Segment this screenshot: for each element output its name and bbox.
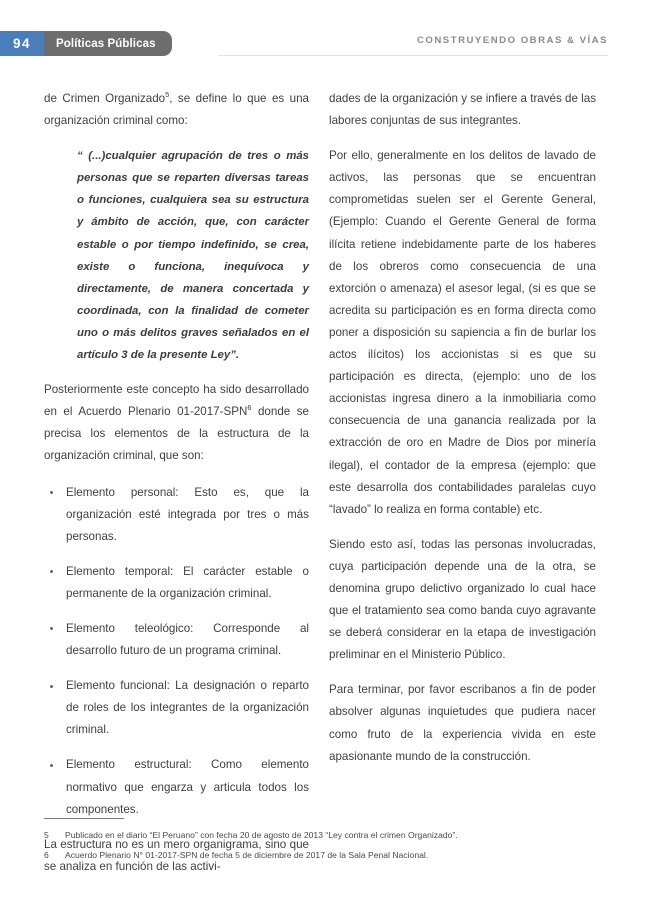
paragraph-lavado-activos: Por ello, generalmente en los delitos de lavado de activos, las personas que se encuentran comprometidas suelen ser el Gerente General, (Ejemplo: Cuando el Gerente General de forma ilícita retiene indebidamente parte de los haberes de los obreros como consecuencia de una extorción o amenaza) el asesor legal, (si es que se acredita su participación es en forma directa como poner a disposición su sapiencia a fin de burlar los actos ilícitos) los accionistas si es que su participación es directa, (ejemplo: uno de los accionistas ingresa dinero a la inmobiliaria como consecuencia de una ganancia realizada por la extracción de oro en Madre de Dios por minería ilegal), el contador de la empresa (ejemplo: que este desarrolla dos contabilidades paralelas cuyo “lavado” lo realiza en forma contable) etc. <box>329 149 596 516</box>
footnote-entry <box>44 848 604 863</box>
blockquote-definition: “ (...)cualquier agrupación de tres o más personas que se reparten diversas tareas o funciones, cualquiera sea su estructura y ámbito de acción, que, con carácter estable o por tiempo indefinido, se crea, existe o funciona, inequívoca y directamente, de manera concertada y coordinada, con la finalidad de cometer uno o más delitos graves señalados en el artículo 3 de la presente Ley”. <box>77 150 309 362</box>
elements-list <box>44 482 309 821</box>
footnote-entry <box>44 828 604 843</box>
left-text-column <box>44 88 309 878</box>
header-divider <box>218 55 608 56</box>
paragraph-acuerdo-text-before-footnote: Posteriormente este concepto ha sido desarrollado en el Acuerdo Plenario 01-2017-SPN <box>44 383 309 419</box>
footnote-number: 6 <box>44 850 49 860</box>
footnote-number: 5 <box>44 830 49 840</box>
footnote-text: Acuerdo Plenario N° 01-2017-SPN de fecha 5 de diciembre de 2017 de la Sala Penal Nacional. <box>65 850 429 860</box>
paragraph-acuerdo-text-after-footnote: donde se precisa los elementos de la estructura de la organización criminal, que son: <box>44 405 309 463</box>
footnote-divider <box>44 818 124 819</box>
running-head: CONSTRUYENDO OBRAS & VÍAS <box>416 35 608 46</box>
list-item: Elemento estructural: Como elemento normativo que engarza y articula todos los componentes. <box>44 754 309 820</box>
page-header <box>0 31 650 57</box>
section-tab-label: Políticas Públicas <box>44 31 172 56</box>
list-item: Elemento funcional: La designación o reparto de roles de los integrantes de la organización criminal. <box>44 675 309 741</box>
paragraph-intro <box>44 88 309 132</box>
footnote-marker-5: 5 <box>165 90 170 100</box>
list-item: Elemento personal: Esto es, que la organización esté integrada por tres o más personas. <box>44 482 309 548</box>
paragraph-dades-continuation: dades de la organización y se infiere a través de las labores conjuntas de sus integrantes. <box>329 92 596 128</box>
paragraph-estructura: La estructura no es un mero organigrama, sino que se analiza en función de las activi- <box>44 837 309 873</box>
footnotes-area <box>44 818 604 868</box>
paragraph-intro-text-after-footnote: , se define lo que es una organización criminal como: <box>44 92 310 128</box>
paragraph-acuerdo-plenario <box>44 379 309 467</box>
footnote-text: Publicado en el diario “El Peruano” con fecha 20 de agosto de 2013 “Ley contra el crimen Organizado”. <box>65 830 458 840</box>
paragraph-intro-text-before-footnote: de Crimen Organizado <box>44 92 166 105</box>
footnote-marker-6: 6 <box>247 403 252 413</box>
right-text-column <box>329 88 596 768</box>
paragraph-grupo-delictivo: Siendo esto así, todas las personas involucradas, cuya participación depende una de la otra, se denomina grupo delictivo organizado lo cual hace que el tratamiento sea como banda cuyo agravante se deberá considerar en la etapa de investigación preliminar en el Ministerio Público. <box>329 537 596 662</box>
list-item: Elemento temporal: El carácter estable o permanente de la organización criminal. <box>44 561 309 605</box>
paragraph-cierre: Para terminar, por favor escribanos a fin de poder absolver algunas inquietudes que pudiera nacer como fruto de la experiencia vivida en este apasionante mundo de la construcción. <box>329 683 596 763</box>
list-item: Elemento teleológico: Corresponde al desarrollo futuro de un programa criminal. <box>44 618 309 662</box>
page-number: 94 <box>0 31 44 56</box>
